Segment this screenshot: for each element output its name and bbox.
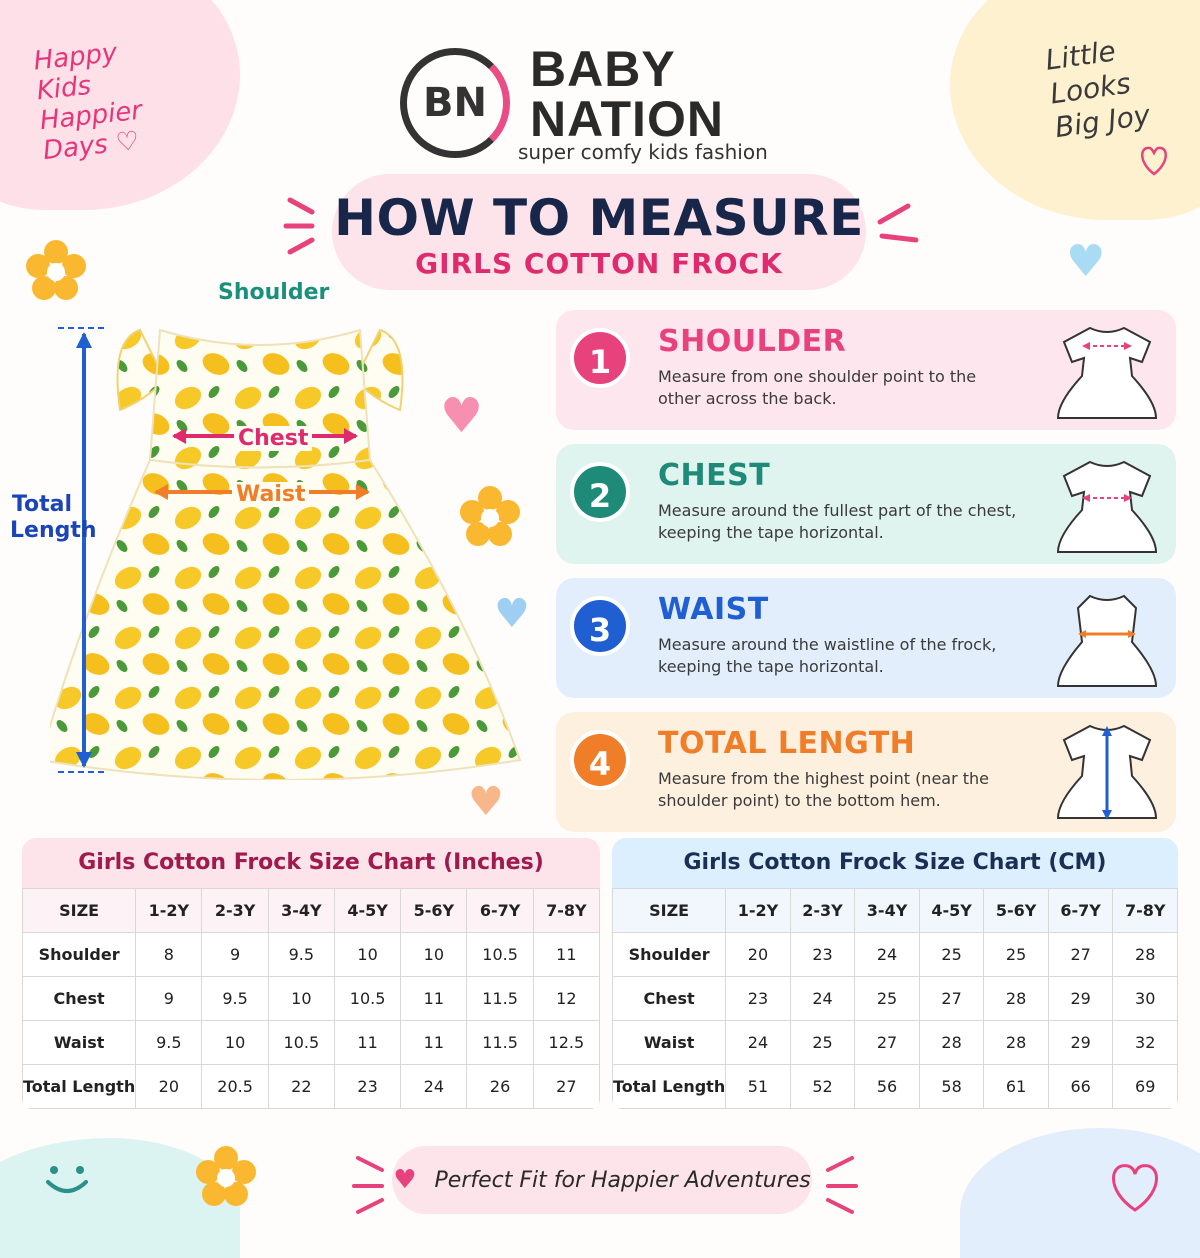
step-shoulder: [556, 310, 1176, 430]
table-row-label: Total Length: [613, 1065, 726, 1109]
table-cell: 24: [855, 933, 920, 977]
tagline-left: [32, 30, 204, 166]
table-row: [23, 933, 600, 977]
footer-text: Perfect Fit for Happier Adventures: [434, 1167, 811, 1193]
table-row: [613, 1021, 1178, 1065]
table-cell: 23: [726, 977, 791, 1021]
brand-logo: [400, 30, 800, 170]
brand-name-line2: NATION: [530, 91, 724, 147]
table-cell: 30: [1113, 977, 1178, 1021]
brand-name: [530, 41, 724, 147]
table-row: [23, 1065, 600, 1109]
dress-shoulder-icon: [1052, 318, 1162, 422]
table-cell: 11: [334, 1021, 400, 1065]
table-cell: 8: [136, 933, 202, 977]
step-title: CHEST: [658, 458, 771, 493]
size-chart-cm: [612, 838, 1178, 1109]
sparkle-lines-icon: [282, 190, 332, 260]
sparkle-lines-icon: [352, 1150, 392, 1220]
table-cell: 61: [984, 1065, 1049, 1109]
table-header-cell: 5-6Y: [984, 889, 1049, 933]
table-header-cell: 2-3Y: [202, 889, 268, 933]
table-cell: 10: [334, 933, 400, 977]
waist-label: Waist: [232, 482, 309, 507]
table-cell: 25: [855, 977, 920, 1021]
table-row-label: Shoulder: [23, 933, 136, 977]
flower-icon: [460, 486, 520, 546]
dress-waist-icon: [1052, 586, 1162, 690]
table-cell: 11: [401, 977, 467, 1021]
table-cell: 28: [919, 1021, 984, 1065]
table-cell: 20: [136, 1065, 202, 1109]
table-row-label: Waist: [23, 1021, 136, 1065]
heart-icon: ♥: [440, 388, 484, 444]
table-cell: 11: [401, 1021, 467, 1065]
table-cell: 9.5: [136, 1021, 202, 1065]
size-chart-cm-title: Girls Cotton Frock Size Chart (CM): [612, 838, 1178, 888]
table-cell: 11: [533, 933, 599, 977]
step-description: Measure from one shoulder point to the other across the back.: [658, 367, 977, 408]
table-cell: 10: [268, 977, 334, 1021]
table-cell: 24: [790, 977, 855, 1021]
table-header-cell: 5-6Y: [401, 889, 467, 933]
table-cell: 27: [1048, 933, 1113, 977]
step-number: 2: [570, 462, 630, 522]
table-cell: 9: [202, 933, 268, 977]
table-cell: 56: [855, 1065, 920, 1109]
table-cell: 9: [136, 977, 202, 1021]
table-row-label: Chest: [613, 977, 726, 1021]
table-cell: 10.5: [268, 1021, 334, 1065]
step-title: TOTAL LENGTH: [658, 726, 916, 761]
table-row-label: Chest: [23, 977, 136, 1021]
tagline-right: [1043, 29, 1166, 145]
table-header-cell: 2-3Y: [790, 889, 855, 933]
heart-icon: ♥: [393, 1165, 417, 1195]
table-row-label: Waist: [613, 1021, 726, 1065]
brand-mark: BN: [400, 48, 510, 158]
table-cell: 24: [726, 1021, 791, 1065]
table-header-cell: 4-5Y: [334, 889, 400, 933]
table-header-cell: 7-8Y: [533, 889, 599, 933]
table-cell: 32: [1113, 1021, 1178, 1065]
tagline-left-line: Kids: [35, 70, 93, 107]
footer-banner: [392, 1146, 812, 1214]
tagline-left-line: Happy: [32, 37, 119, 77]
title-banner: [332, 174, 866, 290]
table-cell: 20.5: [202, 1065, 268, 1109]
table-header-cell: SIZE: [613, 889, 726, 933]
table-cell: 12.5: [533, 1021, 599, 1065]
table-cell: 11.5: [467, 977, 533, 1021]
table-header-cell: 1-2Y: [726, 889, 791, 933]
table-header-cell: 6-7Y: [1048, 889, 1113, 933]
sparkle-lines-icon: [818, 1150, 858, 1220]
tagline-left-line: Happier: [38, 95, 144, 137]
table-header-cell: 1-2Y: [136, 889, 202, 933]
flower-icon: [196, 1146, 256, 1206]
step-total-length: [556, 712, 1176, 832]
smiley-icon: [40, 1160, 94, 1200]
measurement-steps: [556, 310, 1176, 846]
step-chest: [556, 444, 1176, 564]
sparkle-lines-icon: [872, 200, 932, 270]
step-title: SHOULDER: [658, 324, 847, 359]
table-header-row: [613, 889, 1178, 933]
table-cell: 26: [467, 1065, 533, 1109]
size-table-inches: [22, 888, 600, 1109]
tagline-right-line: Little: [1043, 34, 1118, 77]
heart-icon: ♥: [1066, 236, 1106, 287]
table-cell: 9.5: [268, 933, 334, 977]
table-cell: 10.5: [467, 933, 533, 977]
table-cell: 25: [790, 1021, 855, 1065]
table-cell: 51: [726, 1065, 791, 1109]
total-length-label-line: Length: [10, 518, 97, 543]
table-cell: 66: [1048, 1065, 1113, 1109]
table-cell: 27: [533, 1065, 599, 1109]
table-header-cell: 3-4Y: [855, 889, 920, 933]
step-number: 4: [570, 730, 630, 790]
table-row: [613, 977, 1178, 1021]
table-header-row: [23, 889, 600, 933]
total-length-label: [10, 492, 97, 544]
table-cell: 22: [268, 1065, 334, 1109]
table-cell: 23: [790, 933, 855, 977]
table-cell: 52: [790, 1065, 855, 1109]
dress-length-icon: [1052, 720, 1162, 824]
table-cell: 12: [533, 977, 599, 1021]
table-cell: 69: [1113, 1065, 1178, 1109]
table-cell: 29: [1048, 977, 1113, 1021]
total-length-label-line: Total: [11, 492, 73, 517]
tagline-right-line: Big Joy: [1052, 98, 1153, 145]
table-cell: 28: [984, 1021, 1049, 1065]
table-header-cell: 7-8Y: [1113, 889, 1178, 933]
heart-outline-icon: [1100, 1150, 1170, 1220]
brand-tagline: super comfy kids fashion: [518, 140, 768, 164]
heart-icon: ♥: [494, 591, 530, 637]
table-cell: 10: [401, 933, 467, 977]
table-cell: 10.5: [334, 977, 400, 1021]
step-description: Measure from the highest point (near the shoulder point) to the bottom hem.: [658, 769, 990, 810]
step-description: Measure around the fullest part of the chest, keeping the tape horizontal.: [658, 501, 1017, 542]
table-cell: 11.5: [467, 1021, 533, 1065]
table-header-cell: 3-4Y: [268, 889, 334, 933]
flower-icon: [26, 240, 86, 300]
table-row-label: Total Length: [23, 1065, 136, 1109]
table-cell: 24: [401, 1065, 467, 1109]
table-header-cell: SIZE: [23, 889, 136, 933]
table-cell: 27: [855, 1021, 920, 1065]
table-cell: 23: [334, 1065, 400, 1109]
table-cell: 28: [1113, 933, 1178, 977]
length-arrow-icon: [50, 320, 120, 780]
size-chart-inches: [22, 838, 600, 1109]
brand-name-line1: BABY: [530, 41, 676, 97]
heart-icon: ♥: [468, 779, 504, 825]
step-number: 3: [570, 596, 630, 656]
heart-outline-icon: [1134, 140, 1174, 180]
size-chart-inches-title: Girls Cotton Frock Size Chart (Inches): [22, 838, 600, 888]
shoulder-label: Shoulder: [218, 280, 330, 305]
table-header-cell: 6-7Y: [467, 889, 533, 933]
page-title: HOW TO MEASURE: [334, 189, 864, 247]
table-cell: 25: [919, 933, 984, 977]
table-cell: 28: [984, 977, 1049, 1021]
table-cell: 29: [1048, 1021, 1113, 1065]
table-row-label: Shoulder: [613, 933, 726, 977]
table-cell: 10: [202, 1021, 268, 1065]
tagline-left-line: Days ♡: [41, 126, 141, 167]
step-waist: [556, 578, 1176, 698]
table-header-cell: 4-5Y: [919, 889, 984, 933]
step-number: 1: [570, 328, 630, 388]
step-title: WAIST: [658, 592, 769, 627]
table-row: [23, 1021, 600, 1065]
table-row: [613, 933, 1178, 977]
chest-label: Chest: [234, 426, 312, 451]
size-table-cm: [612, 888, 1178, 1109]
table-row: [613, 1065, 1178, 1109]
dress-chest-icon: [1052, 452, 1162, 556]
page-subtitle: GIRLS COTTON FROCK: [415, 247, 783, 280]
tagline-right-line: Looks: [1048, 66, 1133, 111]
step-description: Measure around the waistline of the frock, keeping the tape horizontal.: [658, 635, 997, 676]
table-cell: 58: [919, 1065, 984, 1109]
table-cell: 25: [984, 933, 1049, 977]
table-row: [23, 977, 600, 1021]
table-cell: 9.5: [202, 977, 268, 1021]
table-cell: 27: [919, 977, 984, 1021]
table-cell: 20: [726, 933, 791, 977]
